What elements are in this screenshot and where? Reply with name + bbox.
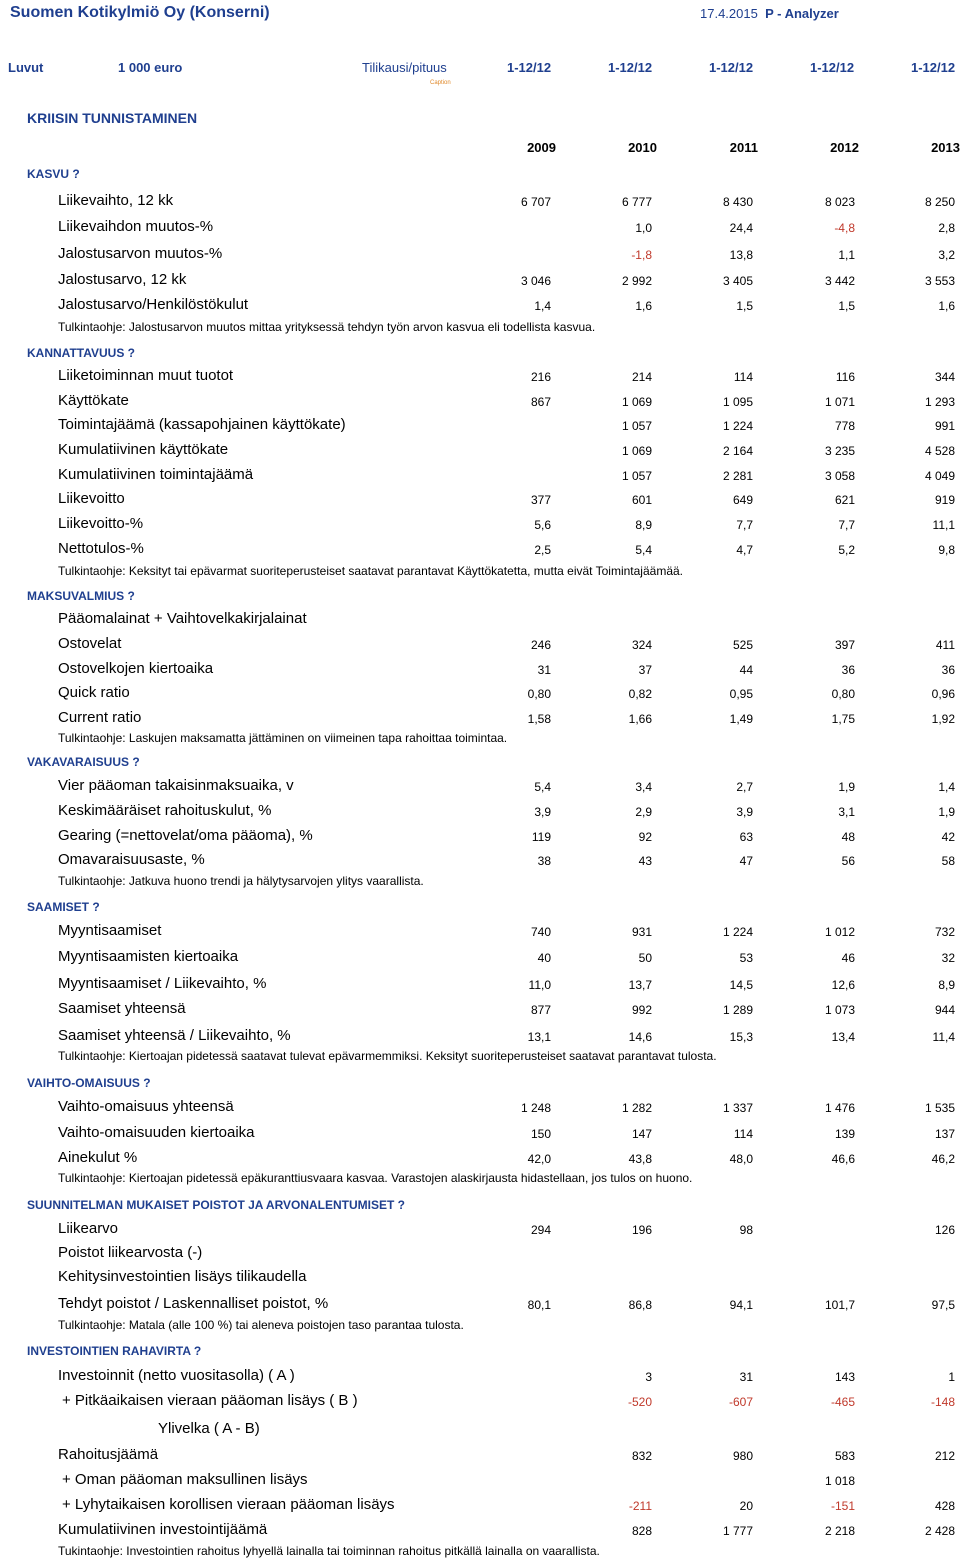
cell-2013: 11,4 [932,1030,955,1044]
cell-2009: 3,9 [534,805,551,819]
cell-2009: 246 [530,638,551,652]
cell-2012: 0,80 [831,687,855,701]
cell-2013: 126 [934,1223,955,1237]
cell-2013: 46,2 [931,1152,955,1166]
cell-2010: 8,9 [635,518,652,532]
cell-2012: 12,6 [831,978,855,992]
row-label: + Lyhytaikaisen korollisen vieraan pääoman lisäys [62,1496,395,1513]
row-label: Tehdyt poistot / Laskennalliset poistot, % [58,1295,329,1312]
cell-2013: 411 [935,638,955,652]
cell-2009: 1,4 [534,299,551,313]
cell-2013: 1 293 [924,395,955,409]
cell-2009: 11,0 [528,978,551,992]
row-label: Liikevoitto [58,490,125,507]
luvut-label: Luvut [8,60,44,75]
cell-2013: 32 [941,951,955,965]
row-label: Kumulatiivinen käyttökate [58,441,229,458]
cell-2009: 150 [530,1127,551,1141]
cell-2011: 1,49 [729,712,753,726]
cell-2010: 14,6 [628,1030,652,1044]
app-name: P - Analyzer [765,6,839,21]
cell-2013: 0,96 [931,687,955,701]
cell-2012: 36 [841,663,855,677]
cell-2013: 919 [934,493,955,507]
row-label: Liikevaihto, 12 kk [58,192,174,209]
cell-2009: 13,1 [527,1030,551,1044]
cell-2011: 1 289 [722,1003,753,1017]
cell-2012: 583 [834,1449,855,1463]
period-4: 1-12/12 [810,60,855,75]
row-label: Ylivelka ( A - B) [158,1420,260,1437]
note-maksuvalmius: Tulkintaohje: Laskujen maksamatta jättäminen on viimeinen tapa rahoittaa toimintaa. [58,731,508,745]
cell-2011: 0,95 [729,687,753,701]
cell-2010: 196 [631,1223,652,1237]
cell-2012: 139 [834,1127,855,1141]
note-kasvu: Tulkintaohje: Jalostusarvon muutos mittaa yrityksessä tehdyn työn arvon kasvua eli todellista kasvua. [58,320,596,334]
note-vakavaraisuus: Tulkintaohje: Jatkuva huono trendi ja hälytysarvojen ylitys vaarallista. [58,874,424,888]
row-label: Jalostusarvo, 12 kk [58,271,187,288]
row-label: Vier pääoman takaisinmaksuaika, v [58,777,294,794]
row-label: Kehitysinvestointien lisäys tilikaudella [58,1268,307,1285]
cell-2011: 24,4 [729,221,753,235]
row-label: Liikevaihdon muutos-% [58,218,214,235]
cell-2012: 778 [834,419,855,433]
period-1: 1-12/12 [507,60,552,75]
cell-2011: 31 [739,1370,753,1384]
row-label: Liikevoitto-% [58,515,144,532]
section-saamiset: SAAMISET ? [27,900,100,914]
cell-2010: 1 069 [621,395,652,409]
cell-2010: 43 [638,854,652,868]
caption-tag: Caption [430,80,451,86]
cell-2013: 1,92 [931,712,955,726]
cell-2010: 0,82 [628,687,652,701]
period-label: Tilikausi/pituus [362,60,447,75]
cell-2013: 11,1 [932,518,955,532]
cell-2012: 56 [841,854,855,868]
row-label: Quick ratio [58,684,130,701]
cell-2012: 3 442 [824,274,855,288]
cell-2010: 214 [631,370,652,384]
cell-2013: 2,8 [938,221,955,235]
cell-2013: 1 535 [924,1101,955,1115]
row-label: + Oman pääoman maksullinen lisäys [62,1471,308,1488]
cell-2013: 8,9 [938,978,955,992]
cell-2009: 0,80 [527,687,551,701]
cell-2010: 6 777 [621,195,652,209]
cell-2013: 8 250 [924,195,955,209]
company-name: Suomen Kotikylmiö Oy (Konserni) [10,4,270,21]
cell-2011: 13,8 [729,248,753,262]
row-label: Ostovelat [58,635,122,652]
cell-2013: 2 428 [924,1524,955,1538]
cell-2012: 1 476 [824,1101,855,1115]
cell-2013: 1,6 [938,299,955,313]
cell-2012: 13,4 [831,1030,855,1044]
row-label: Vaihto-omaisuus yhteensä [58,1098,234,1115]
cell-2013: 97,5 [931,1298,955,1312]
cell-2010: 931 [631,925,652,939]
row-label: Vaihto-omaisuuden kiertoaika [58,1124,255,1141]
cell-2012: 397 [834,638,855,652]
note-saamiset: Tulkintaohje: Kiertoajan pidetessä saatavat tulevat epävarmemmiksi. Keksityt suoriteperusteiset saatavat parantavat tulosta. [58,1049,717,1063]
row-label: Nettotulos-% [58,540,144,557]
cell-2011: 47 [739,854,753,868]
cell-2012: 1 071 [824,395,855,409]
cell-2013: 42 [941,830,955,844]
cell-2010: 2 992 [621,274,652,288]
cell-2009: 119 [531,830,551,844]
unit-label: 1 000 euro [118,60,183,75]
cell-2009: 2,5 [534,543,551,557]
cell-2010: 832 [631,1449,652,1463]
cell-2011: 2,7 [736,780,753,794]
cell-2010: 50 [638,951,652,965]
cell-2009: 3 046 [520,274,551,288]
cell-2009: 6 707 [520,195,551,209]
cell-2011: 98 [739,1223,753,1237]
row-label: Investoinnit (netto vuositasolla) ( A ) [58,1367,295,1384]
row-label: Kumulatiivinen toimintajäämä [58,466,254,483]
cell-2011: 649 [732,493,753,507]
cell-2011: 1 224 [722,419,753,433]
cell-2009: 867 [530,395,551,409]
cell-2010: 37 [638,663,652,677]
cell-2009: 216 [530,370,551,384]
cell-2010: -1,8 [631,248,652,262]
cell-2013: 1 [948,1370,955,1384]
row-label: Käyttökate [58,392,129,409]
section-vakavaraisuus: VAKAVARAISUUS ? [27,755,140,769]
section-kasvu: KASVU ? [27,167,80,181]
cell-2010: 86,8 [628,1298,652,1312]
cell-2011: 980 [732,1449,753,1463]
cell-2011: 1 337 [722,1101,753,1115]
cell-2013: 4 528 [924,444,955,458]
row-label: Poistot liikearvosta (-) [58,1244,203,1261]
row-label: Toimintajäämä (kassapohjainen käyttökate) [58,416,346,433]
cell-2012: 101,7 [824,1298,855,1312]
period-5: 1-12/12 [911,60,956,75]
cell-2009: 31 [537,663,551,677]
row-label: Myyntisaamiset [58,922,162,939]
row-label: Gearing (=nettovelat/oma pääoma), % [58,827,313,844]
cell-2010: 13,7 [628,978,652,992]
row-label: Saamiset yhteensä / Liikevaihto, % [58,1027,291,1044]
cell-2011: 114 [733,370,753,384]
row-label: Myyntisaamiset / Liikevaihto, % [58,975,267,992]
row-label: Jalostusarvo/Henkilöstökulut [58,296,249,313]
cell-2010: 1 057 [621,469,652,483]
cell-2010: 828 [631,1524,652,1538]
cell-2009: 1 248 [520,1101,551,1115]
cell-2011: 53 [739,951,753,965]
cell-2012: -465 [830,1395,855,1409]
cell-2010: 92 [638,830,652,844]
cell-2009: 80,1 [527,1298,551,1312]
cell-2013: 58 [941,854,955,868]
cell-2010: 43,8 [628,1152,652,1166]
year-2011: 2011 [729,140,758,155]
cell-2013: -148 [930,1395,955,1409]
cell-2012: 1,9 [838,780,855,794]
section-maksuvalmius: MAKSUVALMIUS ? [27,589,135,603]
cell-2011: 1,5 [736,299,753,313]
cell-2011: 1 777 [722,1524,753,1538]
cell-2010: 147 [631,1127,652,1141]
cell-2011: 525 [732,638,753,652]
cell-2009: 740 [530,925,551,939]
note-investoinnit: Tukintaohje: Investointien rahoitus lyhyellä lainalla tai toiminnan rahoitus pitkällä lainalla on vaarallista. [58,1544,600,1558]
cell-2009: 42,0 [527,1152,551,1166]
cell-2011: 4,7 [736,543,753,557]
row-label: Jalostusarvon muutos-% [58,245,223,262]
cell-2009: 5,4 [534,780,551,794]
note-poistot: Tulkintaohje: Matala (alle 100 %) tai aleneva poistojen taso parantaa tulosta. [58,1318,464,1332]
row-label: Rahoitusjäämä [58,1446,159,1463]
year-2012: 2012 [830,140,859,155]
cell-2012: 5,2 [838,543,855,557]
cell-2012: 2 218 [824,1524,855,1538]
cell-2012: 3 235 [824,444,855,458]
row-label: Kumulatiivinen investointijäämä [58,1521,268,1538]
cell-2010: 1,0 [635,221,652,235]
cell-2013: 991 [934,419,955,433]
row-label: Current ratio [58,709,142,726]
cell-2011: -607 [728,1395,753,1409]
cell-2013: 3 553 [924,274,955,288]
note-kannattavuus: Tulkintaohje: Keksityt tai epävarmat suoriteperusteiset saatavat parantavat Käyttökatetta, mutta eivät Toimintajäämää. [58,564,683,578]
cell-2012: -151 [830,1499,855,1513]
year-2013: 2013 [931,140,960,155]
cell-2009: 40 [537,951,551,965]
cell-2011: 94,1 [729,1298,753,1312]
row-label: Ainekulut % [58,1149,138,1166]
cell-2011: 2 164 [722,444,753,458]
cell-2013: 9,8 [938,543,955,557]
cell-2011: 1 224 [722,925,753,939]
cell-2010: 1 282 [621,1101,652,1115]
year-2010: 2010 [628,140,657,155]
cell-2009: 38 [537,854,551,868]
cell-2011: 3 405 [722,274,753,288]
row-label: Liikearvo [58,1220,119,1237]
row-label: Myyntisaamisten kiertoaika [58,948,239,965]
cell-2012: 1,75 [831,712,855,726]
cell-2012: 46,6 [831,1152,855,1166]
row-label: Omavaraisuusaste, % [58,851,205,868]
cell-2010: 3 [645,1370,652,1384]
cell-2010: 2,9 [635,805,652,819]
cell-2010: 324 [631,638,652,652]
cell-2013: 1,4 [938,780,955,794]
cell-2011: 48,0 [729,1152,753,1166]
cell-2009: 877 [530,1003,551,1017]
cell-2011: 20 [739,1499,753,1513]
cell-2012: 3,1 [838,805,855,819]
cell-2013: 36 [941,663,955,677]
note-vaihto-omaisuus: Tulkintaohje: Kiertoajan pidetessä epäkuranttiusvaara kasvaa. Varastojen alaskirjausta hidastellaan, jos tulos on huono. [58,1171,693,1185]
cell-2012: 3 058 [824,469,855,483]
cell-2011: 2 281 [722,469,753,483]
cell-2011: 44 [739,663,753,677]
cell-2012: 1,5 [838,299,855,313]
cell-2010: -211 [628,1499,652,1513]
cell-2010: 5,4 [635,543,652,557]
cell-2012: 1,1 [838,248,855,262]
cell-2011: 7,7 [736,518,753,532]
cell-2010: 1 057 [621,419,652,433]
cell-2011: 14,5 [729,978,753,992]
cell-2012: 48 [841,830,855,844]
cell-2011: 114 [733,1127,753,1141]
cell-2012: 46 [841,951,855,965]
page-title: KRIISIN TUNNISTAMINEN [27,110,198,126]
row-label: Ostovelkojen kiertoaika [58,660,214,677]
period-2: 1-12/12 [608,60,653,75]
section-poistot: SUUNNITELMAN MUKAISET POISTOT JA ARVONALENTUMISET ? [27,1198,406,1212]
row-label: Pääomalainat + Vaihtovelkakirjalainat [58,610,307,627]
cell-2012: -4,8 [834,221,855,235]
cell-2012: 8 023 [824,195,855,209]
cell-2010: 992 [631,1003,652,1017]
cell-2009: 294 [530,1223,551,1237]
section-investoinnit: INVESTOINTIEN RAHAVIRTA ? [27,1344,202,1358]
row-label: + Pitkäaikaisen vieraan pääoman lisäys ( B ) [62,1392,358,1409]
report-date: 17.4.2015 [700,6,758,21]
cell-2012: 1 012 [824,925,855,939]
year-2009: 2009 [527,140,556,155]
cell-2012: 116 [835,370,855,384]
report-header-right [700,6,839,21]
cell-2010: -520 [627,1395,652,1409]
section-vaihto-omaisuus: VAIHTO-OMAISUUS ? [27,1076,151,1090]
period-3: 1-12/12 [709,60,754,75]
cell-2011: 63 [739,830,753,844]
cell-2010: 1,66 [628,712,652,726]
cell-2010: 1 069 [621,444,652,458]
row-label: Keskimääräiset rahoituskulut, % [58,802,272,819]
cell-2013: 4 049 [924,469,955,483]
cell-2011: 3,9 [736,805,753,819]
cell-2013: 212 [934,1449,955,1463]
cell-2009: 377 [530,493,551,507]
section-kannattavuus: KANNATTAVUUS ? [27,346,135,360]
cell-2013: 3,2 [938,248,955,262]
row-label: Liiketoiminnan muut tuotot [58,367,234,384]
cell-2012: 1 073 [824,1003,855,1017]
cell-2011: 8 430 [722,195,753,209]
cell-2013: 944 [934,1003,955,1017]
cell-2013: 344 [934,370,955,384]
cell-2011: 15,3 [729,1030,753,1044]
cell-2013: 428 [934,1499,955,1513]
cell-2009: 1,58 [527,712,551,726]
row-label: Saamiset yhteensä [58,1000,186,1017]
cell-2011: 1 095 [722,395,753,409]
cell-2012: 143 [834,1370,855,1384]
cell-2012: 621 [834,493,855,507]
cell-2013: 732 [934,925,955,939]
cell-2009: 5,6 [534,518,551,532]
cell-2012: 1 018 [824,1474,855,1488]
cell-2012: 7,7 [838,518,855,532]
cell-2013: 1,9 [938,805,955,819]
cell-2010: 3,4 [635,780,652,794]
cell-2013: 137 [934,1127,955,1141]
cell-2010: 1,6 [635,299,652,313]
cell-2010: 601 [631,493,652,507]
